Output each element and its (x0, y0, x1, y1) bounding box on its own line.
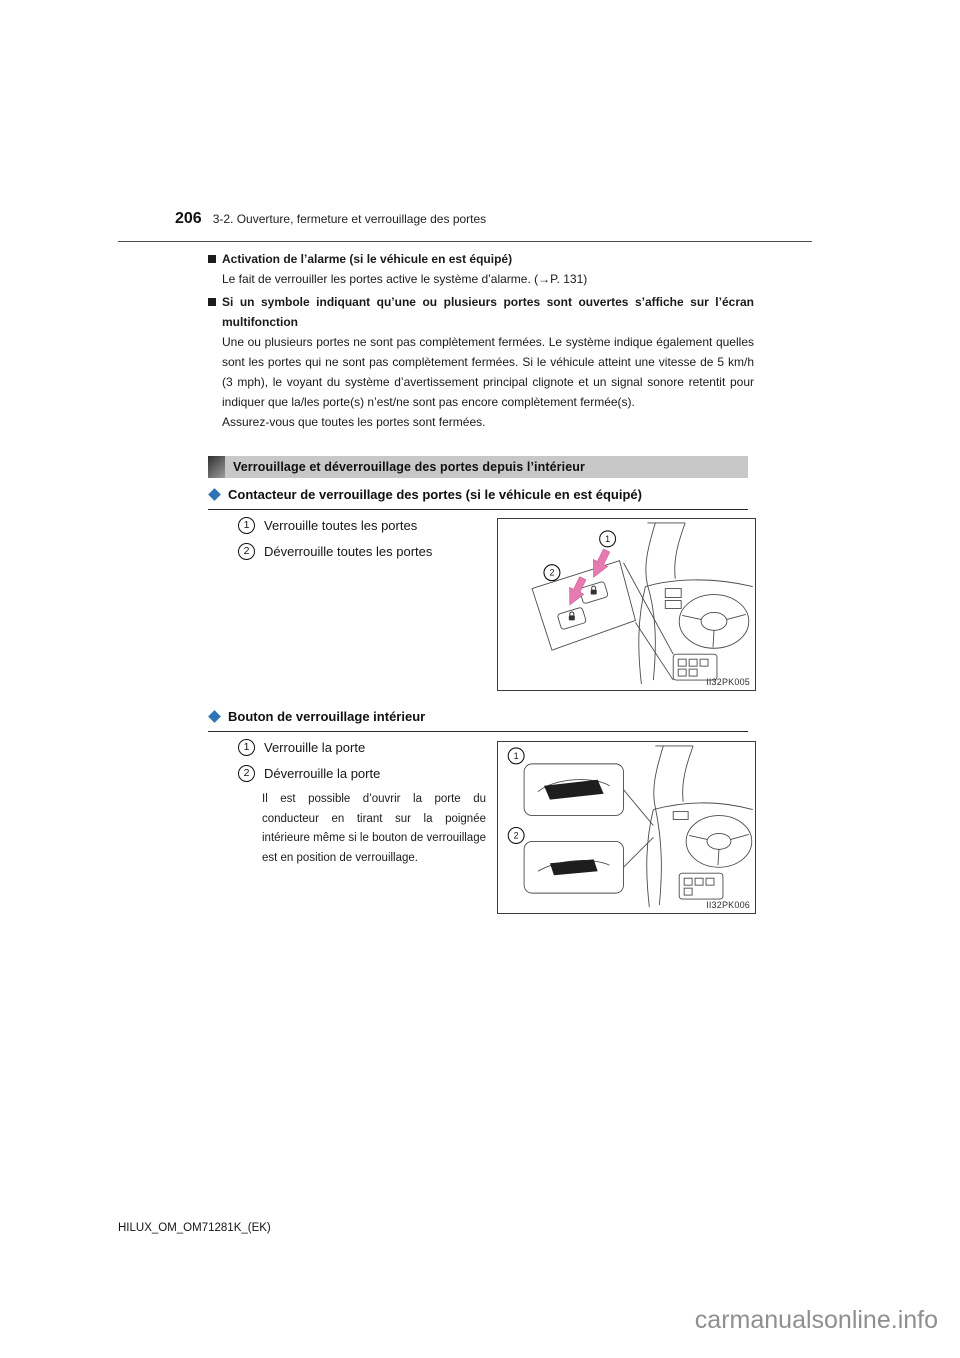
steering-wheel-icon (686, 816, 752, 868)
note-symbol-body: Une ou plusieurs portes ne sont pas complètement fermées. Le système indique également quelles sont les portes qui ne sont pas complètement fermées. Si le véhicule atteint une vitesse de 5 km/h (3 mph), le voyant du système d’avertissement principal clignote et un signal sonore retentit pour indiquer que la/les porte(s) n’est/ne sont pas encore complètement fermée(s). (222, 335, 754, 409)
inside-lock-button-note: Il est possible d’ouvrir la porte du conducteur en tirant sur la poignée intérieure même si le bouton de verrouillage est en position de verrouillage. (262, 793, 486, 864)
figure-callout-1: 1 (513, 750, 519, 761)
door-lock-switch-items (238, 517, 432, 569)
door-edge-lines (639, 585, 656, 684)
note-alarm-title: Activation de l’alarme (si le véhicule en est équipé) (222, 252, 513, 266)
car-interior-sketch (524, 746, 753, 907)
callout-number-badge: 1 (238, 517, 255, 534)
callout-number-badge: 2 (238, 765, 255, 782)
car-interior-sketch (532, 523, 753, 684)
list-item-label: Déverrouille toutes les portes (264, 544, 433, 559)
air-vent-icon (665, 601, 681, 609)
list-item-label: Verrouille toutes les portes (264, 518, 418, 533)
note-alarm-body: Le fait de verrouiller les portes active le système d’alarme. (→P. 131) (222, 272, 588, 286)
figure-door-lock-switch (497, 518, 756, 691)
figure-code-label: II32PK005 (706, 677, 750, 687)
door-lock-switch-illustration (498, 519, 755, 690)
figure-code-label: II32PK006 (706, 900, 750, 910)
note-alarm (208, 249, 754, 289)
section-bar-square-icon (208, 456, 225, 478)
list-item (238, 543, 432, 560)
air-vent-icon (673, 812, 688, 820)
page-number: 206 (175, 210, 202, 227)
callout-number-badge: 2 (238, 543, 255, 560)
subheading-inside-lock-button (208, 709, 748, 732)
a-pillar-lines (646, 523, 685, 585)
list-item (238, 517, 432, 534)
chapter-breadcrumb: 3-2. Ouverture, fermeture et verrouillage des portes (212, 212, 487, 226)
figure-callouts (508, 748, 524, 843)
subheading-inside-lock-button-label: Bouton de verrouillage intérieur (228, 709, 426, 724)
dashboard-line (653, 803, 752, 810)
note-alarm-title-row (208, 249, 754, 269)
diamond-bullet-icon (208, 488, 221, 501)
list-item (238, 739, 380, 756)
lock-knob (550, 859, 598, 875)
watermark-text: carmanualsonline.info (694, 1306, 938, 1334)
diamond-bullet-icon (208, 710, 221, 723)
leader-lines (624, 790, 654, 868)
steering-wheel-icon (679, 595, 749, 649)
list-item-label: Déverrouille la porte (264, 766, 381, 781)
header-rule (118, 241, 812, 242)
section-title: Verrouillage et déverrouillage des portes depuis l’intérieur (233, 460, 585, 474)
figure-callout-2: 2 (549, 567, 555, 578)
inside-lock-button-illustration (498, 742, 755, 913)
air-vent-icon (665, 589, 681, 598)
figure-inside-lock-button (497, 741, 756, 914)
pink-arrow-icon (563, 547, 614, 609)
a-pillar-lines (654, 746, 693, 808)
note-symbol-body2: Assurez-vous que toutes les portes sont fermées. (222, 415, 486, 429)
list-item (238, 765, 380, 782)
section-title-bar (208, 456, 748, 478)
note-symbol-title-row (208, 292, 754, 332)
notes-section (208, 249, 754, 435)
subheading-door-lock-switch-label: Contacteur de verrouillage des portes (si le véhicule en est équipé) (228, 487, 642, 502)
note-symbol-title: Si un symbole indiquant qu’une ou plusieurs portes sont ouvertes s’affiche sur l’écran multifonction (222, 295, 754, 329)
note-symbol (208, 292, 754, 432)
inner-door-handle (544, 780, 604, 800)
door-edge-lines (647, 808, 662, 907)
page-header (175, 210, 486, 228)
document-code-footer: HILUX_OM_OM71281K_(EK) (118, 1222, 271, 1234)
square-bullet-icon (208, 298, 216, 306)
figure-callout-2: 2 (513, 830, 519, 841)
callout-number-badge: 1 (238, 739, 255, 756)
square-bullet-icon (208, 255, 216, 263)
inside-lock-button-items (238, 739, 380, 791)
list-item-label: Verrouille la porte (264, 740, 366, 755)
figure-callout-1: 1 (605, 533, 611, 544)
dashboard-line (645, 580, 752, 587)
subheading-door-lock-switch (208, 487, 748, 510)
zoom-wedge-lines (624, 563, 674, 680)
